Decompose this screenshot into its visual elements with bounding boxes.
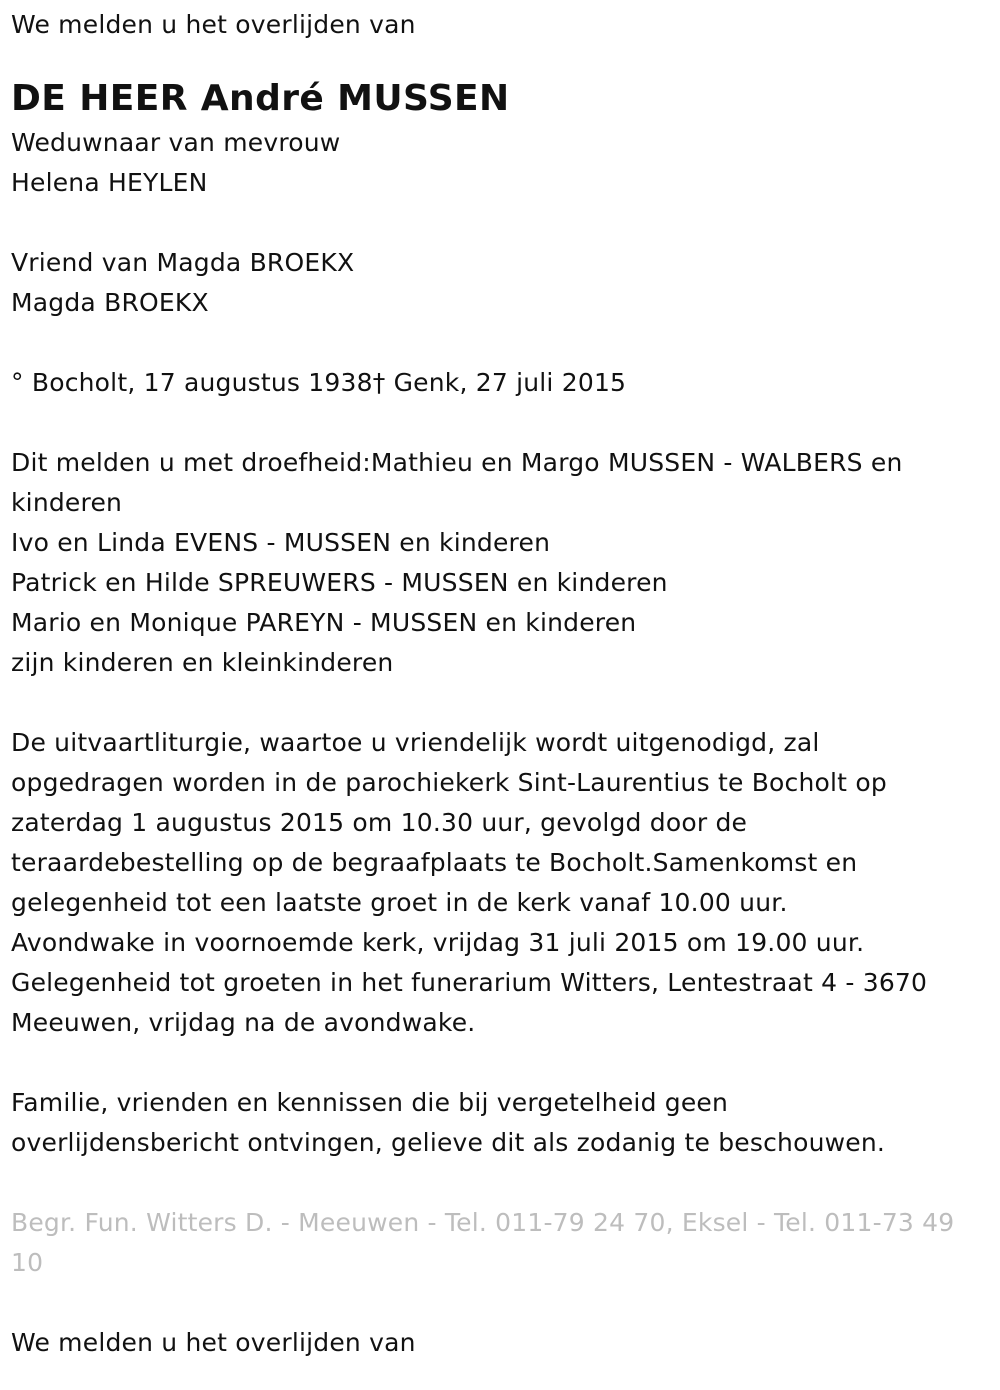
outro-text: We melden u het overlijden van [11, 1328, 416, 1357]
funeral-home-info [11, 1203, 989, 1283]
liturgy-line: Gelegenheid tot groeten in het funerarium Witters, Lentestraat 4 - 3670 [11, 968, 928, 997]
spacer [11, 1163, 989, 1203]
spacer [11, 403, 989, 443]
spacer [11, 203, 989, 243]
notice-paragraph [11, 1083, 989, 1163]
spouse-line-1: Weduwnaar van mevrouw [11, 128, 341, 157]
liturgy-line: De uitvaartliturgie, waartoe u vriendelijk wordt uitgenodigd, zal [11, 728, 820, 757]
liturgy-line: opgedragen worden in de parochiekerk Sint-Laurentius te Bocholt op [11, 768, 887, 797]
friend-line-1: Vriend van Magda BROEKX [11, 248, 355, 277]
spacer [11, 1283, 989, 1323]
spacer [11, 683, 989, 723]
liturgy-line: Avondwake in voornoemde kerk, vrijdag 31 juli 2015 om 19.00 uur. [11, 928, 865, 957]
liturgy-paragraph [11, 723, 989, 1043]
mourners-list [11, 443, 989, 683]
liturgy-line: Meeuwen, vrijdag na de avondwake. [11, 1008, 476, 1037]
notice-line: overlijdensbericht ontvingen, gelieve dit als zodanig te beschouwen. [11, 1128, 886, 1157]
mourners-line: Ivo en Linda EVENS - MUSSEN en kinderen [11, 528, 551, 557]
funeral-home-line: Begr. Fun. Witters D. - Meeuwen - Tel. 011-79 24 70, Eksel - Tel. 011-73 49 [11, 1208, 955, 1237]
mourners-line: Mario en Monique PAREYN - MUSSEN en kinderen [11, 608, 637, 637]
birth-death-dates: ° Bocholt, 17 augustus 1938† Genk, 27 juli 2015 [11, 368, 627, 397]
deceased-name: DE HEER André MUSSEN [11, 78, 510, 119]
mourners-line: kinderen [11, 488, 123, 517]
liturgy-line: zaterdag 1 augustus 2015 om 10.30 uur, gevolgd door de [11, 808, 748, 837]
spacer [11, 1043, 989, 1083]
mourners-line: zijn kinderen en kleinkinderen [11, 648, 394, 677]
spacer [11, 323, 989, 363]
notice-line: Familie, vrienden en kennissen die bij vergetelheid geen [11, 1088, 729, 1117]
intro-text: We melden u het overlijden van [11, 10, 416, 39]
friend-line-2: Magda BROEKX [11, 288, 209, 317]
mourners-line: Patrick en Hilde SPREUWERS - MUSSEN en kinderen [11, 568, 668, 597]
liturgy-line: teraardebestelling op de begraafplaats te Bocholt.Samenkomst en [11, 848, 858, 877]
spouse-line-2: Helena HEYLEN [11, 168, 208, 197]
spacer [11, 45, 989, 73]
liturgy-line: gelegenheid tot een laatste groet in de kerk vanaf 10.00 uur. [11, 888, 788, 917]
funeral-home-line: 10 [11, 1248, 44, 1277]
mourners-line: Dit melden u met droefheid:Mathieu en Margo MUSSEN - WALBERS en [11, 448, 903, 477]
